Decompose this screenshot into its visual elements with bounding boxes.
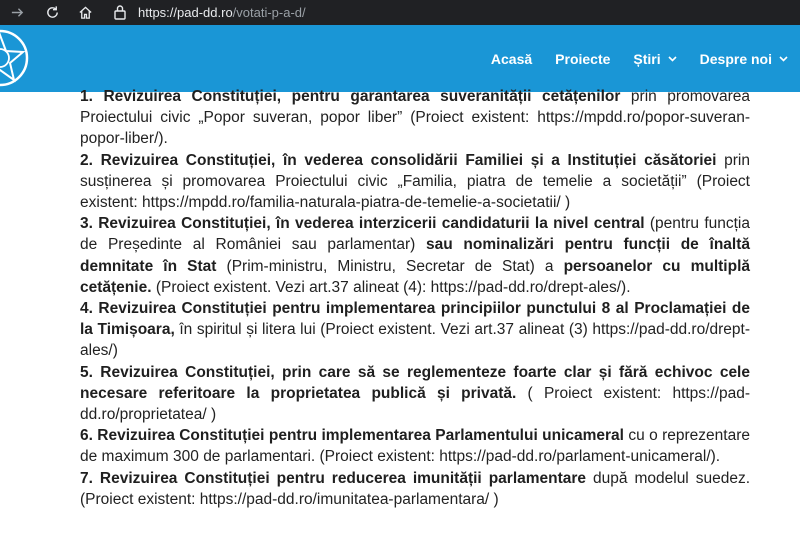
menu-item-label: Despre noi	[699, 50, 772, 67]
item-title: persoanelor cu multiplă cetățenie.	[80, 257, 750, 296]
menu-item-proiecte[interactable]	[555, 51, 610, 67]
forward-button[interactable]	[7, 3, 27, 22]
item-text: cu o reprezentare de maximum 300 de parlamentari. (Proiect existent: https://pad-dd.ro/parlament-unicameral/).	[80, 427, 751, 466]
url-path: /votati-p-a-d/	[232, 5, 306, 20]
item-title: 2. Revizuirea Constituției, în vederea consolidării Familiei și a Instituției căsătoriei	[80, 151, 717, 169]
list-item	[80, 362, 750, 426]
list-item	[80, 86, 750, 150]
list-item	[80, 298, 750, 362]
site-logo[interactable]	[0, 25, 40, 92]
menu-item-despre-noi[interactable]	[700, 51, 788, 67]
item-title: 3. Revizuirea Constituției, în vederea interzicerii candidaturii la nivel central	[80, 215, 645, 233]
chevron-down-icon	[779, 56, 788, 62]
list-item	[80, 213, 750, 298]
item-text: în spiritul și litera lui (Proiect existent. Vezi art.37 alineat (3) https://pad-dd.ro/drept-ales/)	[80, 321, 751, 360]
item-text: prin promovarea Proiectului civic „Popor suveran, popor liber” (Proiect existent: https://mpdd.ro/popor-suveran-popor-liber/).	[80, 88, 751, 148]
menu-item-label: Acasă	[490, 50, 533, 67]
forward-icon	[10, 5, 25, 20]
browser-toolbar	[0, 0, 800, 25]
menu-item-stiri[interactable]	[633, 51, 676, 67]
item-title: sau nominalizări pentru funcții de înaltă demnitate în Stat	[80, 236, 750, 275]
chevron-down-icon	[668, 56, 677, 62]
refresh-button[interactable]	[42, 3, 62, 22]
item-text: (Proiect existent. Vezi art.37 alineat (4): https://pad-dd.ro/drept-ales/).	[151, 278, 631, 296]
lock-icon[interactable]	[113, 4, 127, 21]
main-menu	[491, 25, 800, 92]
menu-item-label: Știri	[633, 50, 661, 67]
item-text: după modelul suedez. (Proiect existent: https://pad-dd.ro/imunitatea-parlamentara/ )	[80, 469, 751, 508]
pad-star-logo-icon	[0, 25, 40, 92]
menu-item-acasa[interactable]	[491, 51, 532, 67]
menu-item-label: Proiecte	[555, 50, 611, 67]
item-title: 4. Revizuirea Constituției pentru implementarea principiilor punctului 8 al Proclamației de la Timișoara,	[80, 300, 750, 339]
list-item	[80, 425, 750, 467]
refresh-icon	[45, 5, 60, 20]
home-button[interactable]	[75, 3, 95, 22]
item-text: prin susținerea și promovarea Proiectului civic „Familia, piatra de temelie a societății” (Proiect existent: https://mpdd.ro/familia-naturala-piatra-de-temelie-a-societatii/ )	[80, 151, 750, 212]
home-icon	[78, 5, 93, 20]
item-text: ( Proiect existent: https://pad-dd.ro/proprietatea/ )	[80, 384, 750, 424]
item-title: 1. Revizuirea Constituției, pentru garantarea suveranității cetățenilor	[80, 88, 621, 105]
list-item	[80, 468, 750, 510]
item-text: (Prim-ministru, Ministru, Secretar de Stat) a	[216, 257, 564, 275]
address-bar[interactable]	[138, 4, 306, 21]
url-host: https://pad-dd.ro	[138, 5, 233, 20]
item-title: 5. Revizuirea Constituției, prin care să se reglementeze foarte clar și fără echivoc cele necesare referitoare la proprietatea publică și privată.	[80, 363, 750, 402]
article-content	[80, 86, 750, 510]
item-text: (pentru funcția de Președinte al României sau parlamentar)	[80, 215, 750, 254]
item-title: 7. Revizuirea Constituției pentru reducerea imunității parlamentare	[80, 469, 587, 487]
list-item	[80, 150, 750, 214]
item-title: 6. Revizuirea Constituției pentru implementarea Parlamentului unicameral	[80, 427, 624, 445]
